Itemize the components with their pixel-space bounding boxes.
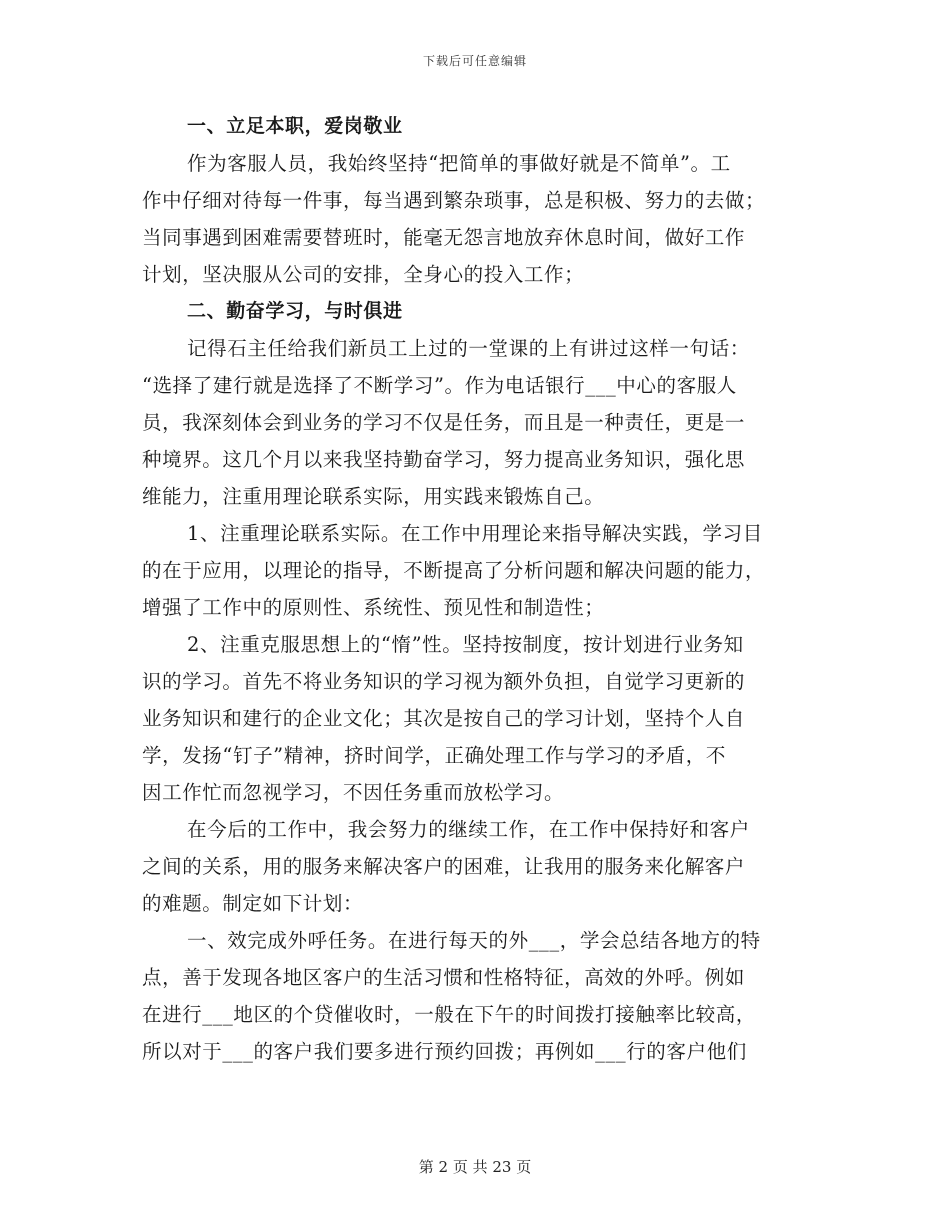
text-line: 之间的关系，用的服务来解决客户的困难，让我用的服务来化解客户	[142, 855, 746, 878]
text-line: 1、注重理论联系实际。在工作中用理论来指导解决实践，学习目	[187, 522, 763, 545]
text-line: 所以对于___的客户我们要多进行预约回拨；再例如___行的客户他们	[142, 1040, 747, 1063]
text-line: 记得石主任给我们新员工上过的一堂课的上有讲过这样一句话：	[187, 337, 750, 360]
page-footer: 第 2 页 共 23 页	[418, 1158, 532, 1176]
text-line: 2、注重克服思想上的“惰”性。坚持按制度，按计划进行业务知	[187, 633, 744, 656]
text-line: 的难题。制定如下计划：	[142, 892, 364, 915]
text-line: 作中仔细对待每一件事，每当遇到繁杂琐事，总是积极、努力的去做；	[142, 189, 766, 212]
page-header: 下载后可任意编辑	[422, 54, 527, 68]
section-heading: 一、立足本职，爱岗敬业	[187, 115, 403, 137]
text-line: 员，我深刻体会到业务的学习不仅是任务，而且是一种责任，更是一	[142, 411, 746, 434]
text-line: 学，发扬“钉子”精神，挤时间学，正确处理工作与学习的矛盾，不	[142, 744, 726, 767]
text-line: 业务知识和建行的企业文化；其次是按自己的学习计划，坚持个人自	[142, 707, 746, 730]
section-heading: 二、勤奋学习，与时俱进	[187, 300, 403, 322]
text-line: 种境界。这几个月以来我坚持勤奋学习，努力提高业务知识，强化思	[142, 448, 746, 471]
text-line: “选择了建行就是选择了不断学习”。作为电话银行___中心的客服人	[142, 374, 737, 397]
text-line: 增强了工作中的原则性、系统性、预见性和制造性；	[142, 596, 605, 619]
text-line: 在进行___地区的个贷催收时，一般在下午的时间拨打接触率比较高，	[142, 1003, 756, 1026]
text-line: 一、效完成外呼任务。在进行每天的外___，学会总结各地方的特	[187, 929, 761, 952]
text-line: 的在于应用，以理论的指导，不断提高了分析问题和解决问题的能力，	[142, 559, 766, 582]
text-line: 识的学习。首先不将业务知识的学习视为额外负担，自觉学习更新的	[142, 670, 746, 693]
text-line: 作为客服人员，我始终坚持“把简单的事做好就是不简单”。工	[187, 152, 731, 175]
text-line: 因工作忙而忽视学习，不因任务重而放松学习。	[142, 781, 565, 804]
text-line: 点，善于发现各地区客户的生活习惯和性格特征，高效的外呼。例如	[142, 966, 746, 989]
text-line: 当同事遇到困难需要替班时，能毫无怨言地放弃休息时间，做好工作	[142, 226, 746, 249]
text-line: 维能力，注重用理论联系实际，用实践来锻炼自己。	[142, 485, 605, 508]
text-line: 在今后的工作中，我会努力的继续工作，在工作中保持好和客户	[187, 818, 750, 841]
text-line: 计划，坚决服从公司的安排，全身心的投入工作；	[142, 263, 585, 286]
document-body	[142, 108, 808, 1070]
